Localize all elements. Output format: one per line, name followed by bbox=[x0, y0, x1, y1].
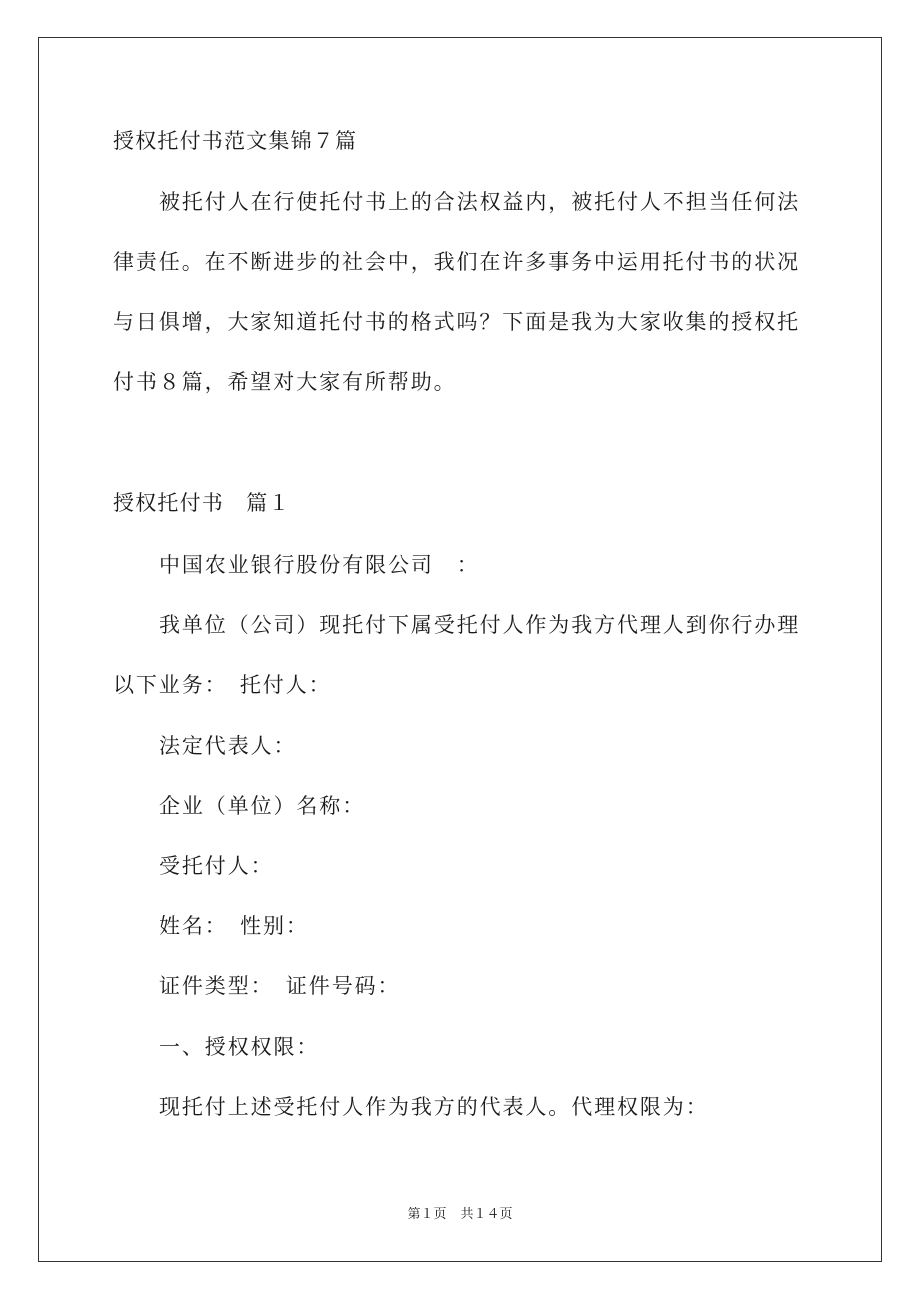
body-line-2: 以下业务： 托付人： bbox=[113, 673, 332, 697]
field-trustee: 受托付人： bbox=[159, 854, 274, 878]
body-line-1: 我单位（公司）现托付下属受托付人作为我方代理人到你行办理 bbox=[159, 613, 801, 637]
intro-line-1: 被托付人在行使托付书上的合法权益内，被托付人不担当任何法 bbox=[159, 190, 801, 214]
document-title: 授权托付书范文集锦７篇 bbox=[113, 129, 358, 153]
intro-line-2: 律责任。在不断进步的社会中，我们在许多事务中运用托付书的状况 bbox=[113, 250, 800, 274]
page-total: 共１４页 bbox=[460, 1207, 513, 1222]
section-heading-1: 授权托付书 篇１ bbox=[113, 491, 291, 515]
authority-text: 现托付上述受托付人作为我方的代表人。代理权限为： bbox=[159, 1095, 709, 1119]
page-number: 第１页 bbox=[407, 1207, 447, 1222]
page-border bbox=[38, 37, 882, 1262]
field-name-gender: 姓名： 性别： bbox=[159, 914, 309, 938]
field-legal-rep: 法定代表人： bbox=[159, 734, 297, 758]
field-id-type-number: 证件类型： 证件号码： bbox=[159, 974, 401, 998]
page-footer bbox=[0, 1206, 920, 1224]
authority-heading: 一、授权权限： bbox=[159, 1035, 320, 1059]
intro-line-4: 付书８篇，希望对大家有所帮助。 bbox=[113, 370, 457, 394]
intro-line-3: 与日俱增，大家知道托付书的格式吗？下面是我为大家收集的授权托 bbox=[113, 310, 800, 334]
field-company-name: 企业（单位）名称： bbox=[159, 794, 366, 818]
addressee-line: 中国农业银行股份有限公司 ： bbox=[159, 553, 480, 577]
